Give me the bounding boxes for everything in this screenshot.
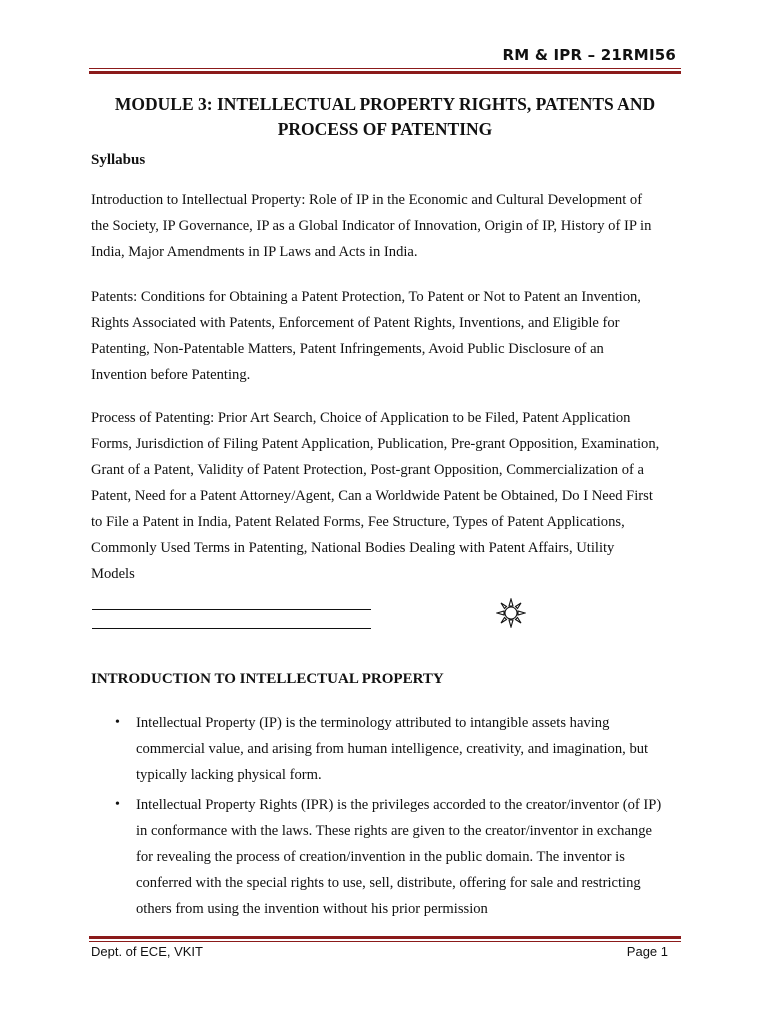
- text-line: Process of Patenting: Prior Art Search, Choice of Application to be Filed, Patent Application: [91, 410, 631, 426]
- text-line: in conformance with the laws. These rights are given to the creator/inventor in exchange: [136, 823, 653, 839]
- text-line: Patenting, Non-Patentable Matters, Patent Infringements, Avoid Public Disclosure of an: [91, 341, 604, 357]
- text-line: commercial value, and arising from human intelligence, creativity, and imagination, but: [136, 741, 649, 757]
- divider-line-bottom: [92, 628, 371, 629]
- text-line: Intellectual Property (IP) is the terminology attributed to intangible assets having: [136, 715, 610, 731]
- bullet-item-ip-definition: [136, 710, 677, 788]
- running-header: RM & IPR – 21RMI56: [502, 46, 676, 64]
- footer-rule-thin: [89, 941, 681, 942]
- header-rule-thick: [89, 71, 681, 74]
- text-line: others from using the invention without his prior permission: [136, 901, 488, 917]
- footer-page-number: Page 1: [626, 944, 668, 959]
- syllabus-paragraph-process: [91, 405, 677, 587]
- text-line: Grant of a Patent, Validity of Patent Protection, Post-grant Opposition, Commercialization of a: [91, 462, 644, 478]
- section-heading: INTRODUCTION TO INTELLECTUAL PROPERTY: [91, 671, 444, 687]
- text-line: for revealing the process of creation/invention in the public domain. The inventor is: [136, 849, 625, 865]
- text-line: to File a Patent in India, Patent Related Forms, Fee Structure, Types of Patent Applications,: [91, 514, 625, 530]
- syllabus-paragraph-introduction: [91, 187, 677, 265]
- syllabus-label: Syllabus: [91, 152, 146, 168]
- text-line: Models: [91, 566, 135, 582]
- footer-rule-thick: [89, 936, 681, 939]
- text-line: typically lacking physical form.: [136, 767, 322, 783]
- text-line: Intellectual Property Rights (IPR) is the privileges accorded to the creator/inventor (of IP): [136, 797, 662, 813]
- text-line: Forms, Jurisdiction of Filing Patent Application, Publication, Pre-grant Opposition, Examination,: [91, 436, 660, 452]
- syllabus-paragraph-patents: [91, 284, 677, 388]
- text-line: the Society, IP Governance, IP as a Global Indicator of Innovation, Origin of IP, History of IP in: [91, 218, 652, 234]
- divider-line-top: [92, 609, 371, 610]
- text-line: Invention before Patenting.: [91, 367, 251, 383]
- module-title-line-2: PROCESS OF PATENTING: [277, 119, 493, 139]
- bullet-item-ipr-definition: [136, 792, 677, 922]
- text-line: Introduction to Intellectual Property: Role of IP in the Economic and Cultural Development of: [91, 192, 643, 208]
- bullet-marker: •: [115, 715, 120, 730]
- text-line: Rights Associated with Patents, Enforcement of Patent Rights, Inventions, and Eligible for: [91, 315, 620, 331]
- header-rule-thin: [89, 68, 681, 69]
- sun-icon: [496, 598, 526, 628]
- text-line: conferred with the special rights to use, sell, distribute, offering for sale and restricting: [136, 875, 641, 891]
- text-line: Commonly Used Terms in Patenting, National Bodies Dealing with Patent Affairs, Utility: [91, 540, 615, 556]
- text-line: Patents: Conditions for Obtaining a Patent Protection, To Patent or Not to Patent an Invention,: [91, 289, 641, 305]
- footer-department: Dept. of ECE, VKIT: [91, 944, 203, 959]
- bullet-marker: •: [115, 797, 120, 812]
- text-line: India, Major Amendments in IP Laws and Acts in India.: [91, 244, 418, 260]
- module-title-line-1: MODULE 3: INTELLECTUAL PROPERTY RIGHTS, PATENTS AND: [114, 94, 656, 114]
- text-line: Patent, Need for a Patent Attorney/Agent, Can a Worldwide Patent be Obtained, Do I Need First: [91, 488, 653, 504]
- module-title: [89, 92, 681, 142]
